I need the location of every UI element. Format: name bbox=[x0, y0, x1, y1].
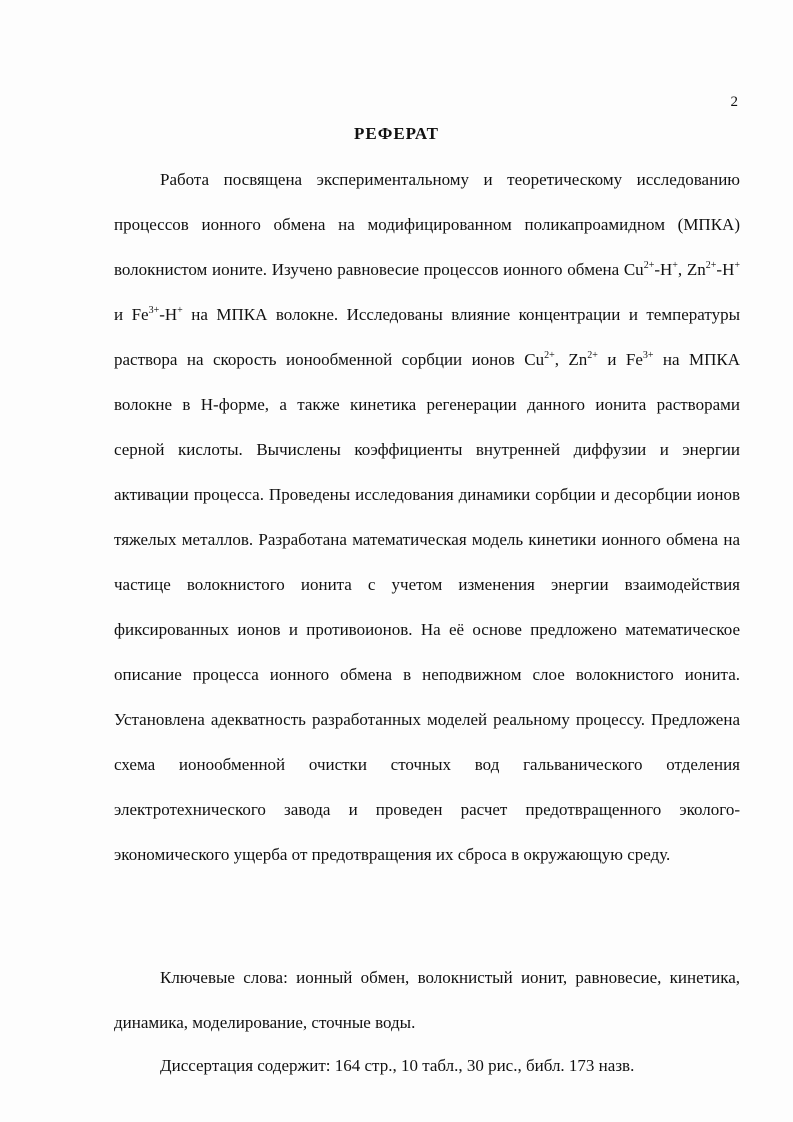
abstract-text: и bbox=[597, 350, 626, 369]
abstract-text: и bbox=[114, 305, 132, 324]
abstract-text: на МПКА волокне. Исследованы влияние концентрации и температуры раствора на скорость ионообменной сорбции ионов bbox=[114, 305, 740, 369]
page-title: РЕФЕРАТ bbox=[354, 124, 439, 143]
abstract-text: , bbox=[554, 350, 569, 369]
abstract-text: , bbox=[677, 260, 687, 279]
summary-paragraph: Диссертация содержит: 164 стр., 10 табл., 30 рис., библ. 173 назв. bbox=[160, 1056, 635, 1075]
ion-fe: $Fe^{3+}$ bbox=[625, 350, 654, 369]
formula-zn-h: $Zn^{2+}-H^+$ bbox=[686, 260, 740, 279]
keywords-paragraph: Ключевые слова: ионный обмен, волокнистый ионит, равновесие, кинетика, динамика, моделирование, сточные воды. bbox=[114, 968, 740, 1032]
page-number: 2 bbox=[730, 94, 738, 110]
abstract-text: Работа посвящена экспериментальному и теоретическому исследованию процессов ионного обмена на модифицированном поликапроамидном (МПКА) волокнистом ионите. Изучено равновесие процессов ионного обмена bbox=[114, 170, 740, 279]
abstract-text: на МПКА волокне в Н-форме, а также кинетика регенерации данного ионита растворами серной кислоты. Вычислены коэффициенты внутренней диффузии и энергии активации процесса. Проведены исследования динамики сорбции и десорбции ионов тяжелых металлов. Разработана математическая модель кинетики ионного обмена на частице волокнистого ионита с учетом изменения энергии взаимодействия фиксированных ионов и противоионов. На её основе предложено математическое описание процесса ионного обмена в неподвижном слое волокнистого ионита. Установлена адекватность разработанных моделей реальному процессу. Предложена схема ионообменной очистки сточных вод гальванического отделения электротехнического завода и проведен расчет предотвращенного эколого-экономического ущерба от предотвращения их сброса в окружающую среду. bbox=[114, 350, 741, 864]
formula-fe-h: $Fe^{3+}-H^+$ bbox=[131, 305, 183, 324]
abstract-paragraph bbox=[114, 157, 740, 877]
ion-zn: $Zn^{2+}$ bbox=[568, 350, 598, 369]
ion-cu: $Cu^{2+}$ bbox=[524, 350, 555, 369]
formula-cu-h: $Cu^{2+}-H^+$ bbox=[623, 260, 678, 279]
